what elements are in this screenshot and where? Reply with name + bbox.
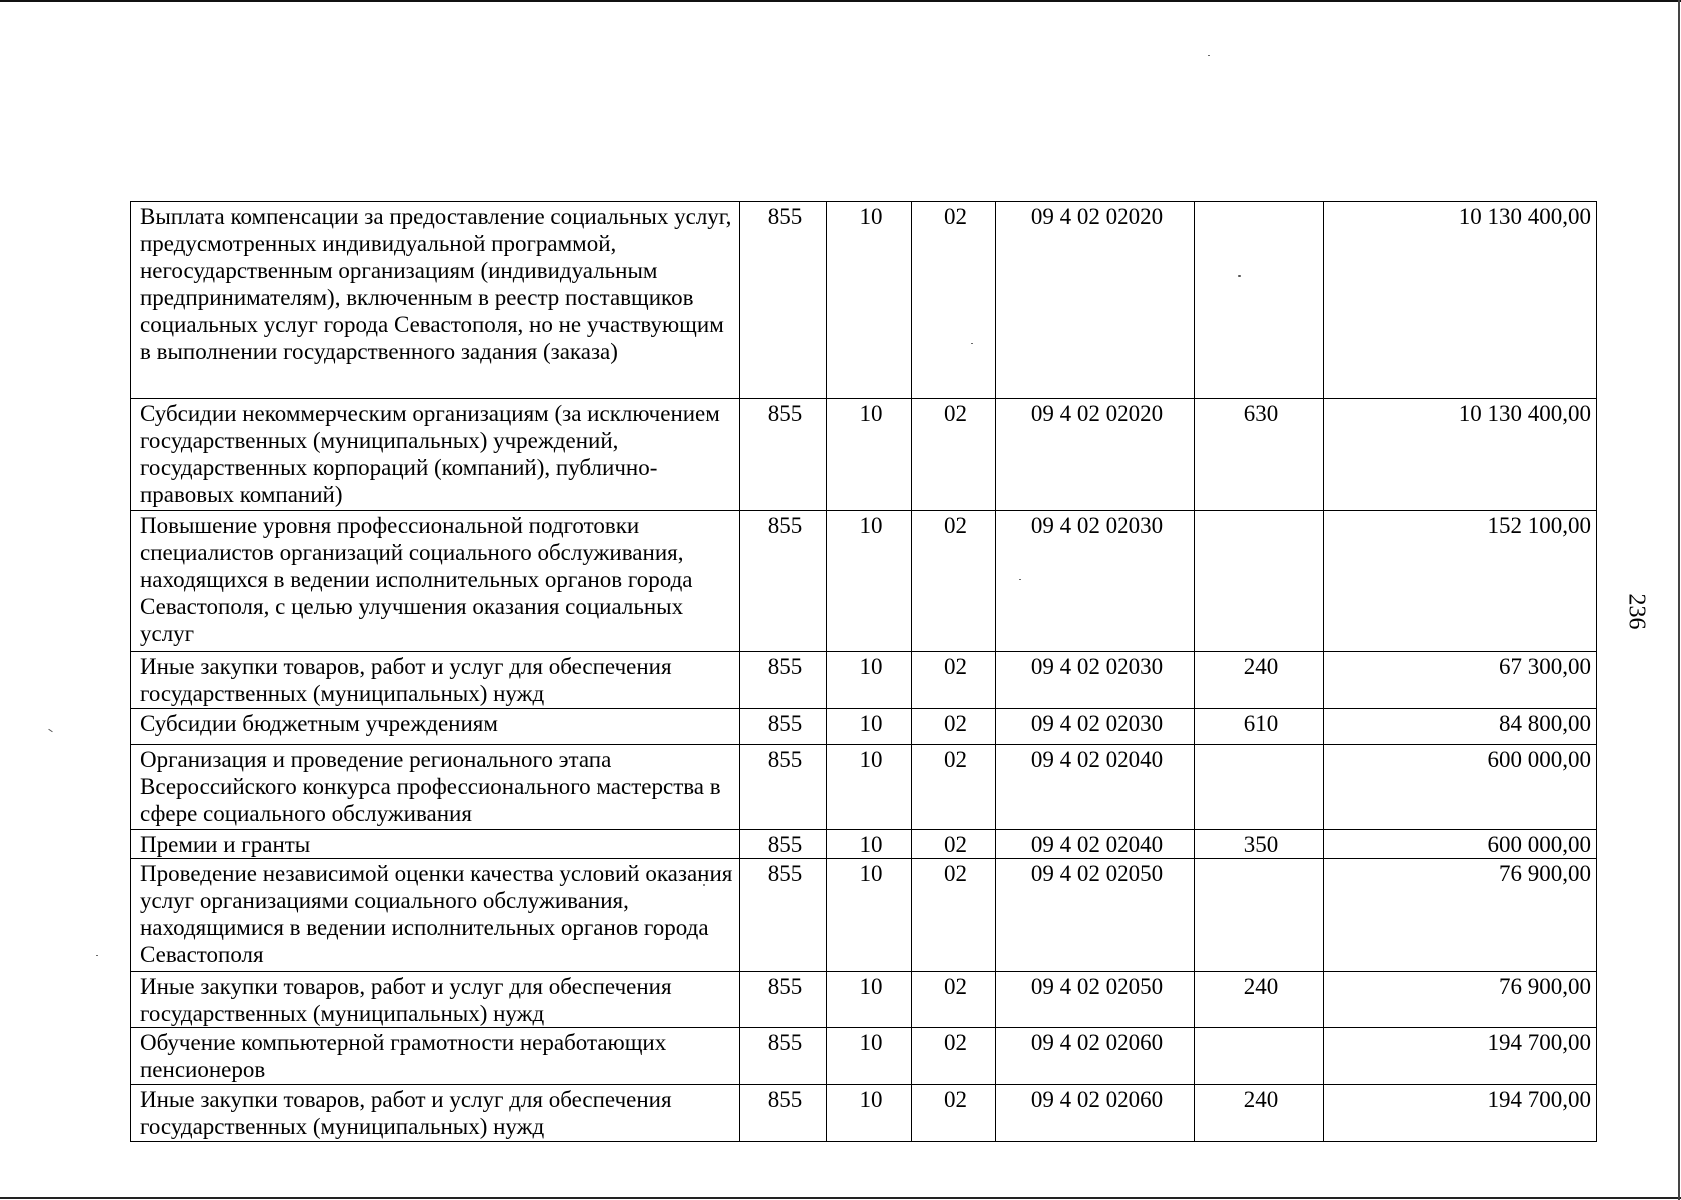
section-code: 10: [827, 1085, 912, 1142]
table-row: [131, 511, 1597, 652]
amount: 76 900,00: [1324, 972, 1597, 1028]
subsection-code: 02: [912, 709, 996, 745]
expense-type-code: [1195, 859, 1324, 972]
target-article-code: 09 4 02 02040: [996, 745, 1195, 830]
subsection-code: 02: [912, 745, 996, 830]
item-name: Иные закупки товаров, работ и услуг для обеспечения государственных (муниципальных) нужд: [131, 1085, 740, 1142]
section-code: 10: [827, 709, 912, 745]
table-row: [131, 830, 1597, 859]
target-article-code: 09 4 02 02040: [996, 830, 1195, 859]
expense-type-code: 610: [1195, 709, 1324, 745]
grbs-code: 855: [740, 830, 827, 859]
table-row: [131, 709, 1597, 745]
amount: 194 700,00: [1324, 1028, 1597, 1085]
scan-edge-bottom: [0, 1197, 1681, 1199]
scan-speck: [1208, 55, 1210, 56]
target-article-code: 09 4 02 02030: [996, 652, 1195, 709]
subsection-code: 02: [912, 1028, 996, 1085]
expense-type-code: 630: [1195, 399, 1324, 511]
amount: 600 000,00: [1324, 745, 1597, 830]
section-code: 10: [827, 511, 912, 652]
expense-type-code: 240: [1195, 972, 1324, 1028]
table-row: [131, 1085, 1597, 1142]
scan-edge-right: [1678, 0, 1680, 1200]
section-code: 10: [827, 399, 912, 511]
subsection-code: 02: [912, 202, 996, 399]
table-row: [131, 652, 1597, 709]
scan-speck: [96, 955, 98, 956]
grbs-code: 855: [740, 745, 827, 830]
target-article-code: 09 4 02 02030: [996, 511, 1195, 652]
table-row: [131, 202, 1597, 399]
table-row: [131, 399, 1597, 511]
subsection-code: 02: [912, 859, 996, 972]
section-code: 10: [827, 652, 912, 709]
subsection-code: 02: [912, 652, 996, 709]
item-name: Иные закупки товаров, работ и услуг для обеспечения государственных (муниципальных) нужд: [131, 972, 740, 1028]
target-article-code: 09 4 02 02050: [996, 859, 1195, 972]
expense-type-code: 350: [1195, 830, 1324, 859]
grbs-code: 855: [740, 511, 827, 652]
target-article-code: 09 4 02 02020: [996, 202, 1195, 399]
grbs-code: 855: [740, 1028, 827, 1085]
item-name: Выплата компенсации за предоставление социальных услуг, предусмотренных индивидуальной программой, негосударственным организациям (индивидуальным предпринимателям), включенным в реестр поставщиков социальных услуг города Севастополя, но не участвующим в выполнении государственного задания (заказа): [131, 202, 740, 399]
grbs-code: 855: [740, 399, 827, 511]
amount: 76 900,00: [1324, 859, 1597, 972]
expense-type-code: [1195, 202, 1324, 399]
item-name: Организация и проведение регионального этапа Всероссийского конкурса профессионального мастерства в сфере социального обслуживания: [131, 745, 740, 830]
expense-type-code: 240: [1195, 1085, 1324, 1142]
section-code: 10: [827, 972, 912, 1028]
target-article-code: 09 4 02 02020: [996, 399, 1195, 511]
page-number: 236: [1623, 593, 1650, 630]
grbs-code: 855: [740, 202, 827, 399]
amount: 152 100,00: [1324, 511, 1597, 652]
amount: 194 700,00: [1324, 1085, 1597, 1142]
target-article-code: 09 4 02 02060: [996, 1085, 1195, 1142]
expense-type-code: [1195, 1028, 1324, 1085]
item-name: Обучение компьютерной грамотности неработающих пенсионеров: [131, 1028, 740, 1085]
amount: 10 130 400,00: [1324, 399, 1597, 511]
subsection-code: 02: [912, 1085, 996, 1142]
grbs-code: 855: [740, 859, 827, 972]
table-row: [131, 972, 1597, 1028]
expense-type-code: [1195, 511, 1324, 652]
section-code: 10: [827, 202, 912, 399]
grbs-code: 855: [740, 709, 827, 745]
budget-table: [130, 201, 1597, 1142]
item-name: Субсидии бюджетным учреждениям: [131, 709, 740, 745]
item-name: Проведение независимой оценки качества условий оказания услуг организациями социального обслуживания, находящимися в ведении исполнительных органов города Севастополя: [131, 859, 740, 972]
table-row: [131, 1028, 1597, 1085]
target-article-code: 09 4 02 02050: [996, 972, 1195, 1028]
grbs-code: 855: [740, 652, 827, 709]
subsection-code: 02: [912, 972, 996, 1028]
subsection-code: 02: [912, 830, 996, 859]
expense-type-code: [1195, 745, 1324, 830]
scan-edge-top: [0, 0, 1681, 2]
amount: 600 000,00: [1324, 830, 1597, 859]
item-name: Иные закупки товаров, работ и услуг для обеспечения государственных (муниципальных) нужд: [131, 652, 740, 709]
subsection-code: 02: [912, 399, 996, 511]
section-code: 10: [827, 1028, 912, 1085]
item-name: Повышение уровня профессиональной подготовки специалистов организаций социального обслуживания, находящихся в ведении исполнительных органов города Севастополя, с целью улучшения оказания социальных услуг: [131, 511, 740, 652]
item-name: Премии и гранты: [131, 830, 740, 859]
target-article-code: 09 4 02 02030: [996, 709, 1195, 745]
amount: 10 130 400,00: [1324, 202, 1597, 399]
scan-speck: [48, 729, 53, 733]
amount: 67 300,00: [1324, 652, 1597, 709]
expense-type-code: 240: [1195, 652, 1324, 709]
target-article-code: 09 4 02 02060: [996, 1028, 1195, 1085]
table-row: [131, 859, 1597, 972]
section-code: 10: [827, 830, 912, 859]
grbs-code: 855: [740, 972, 827, 1028]
amount: 84 800,00: [1324, 709, 1597, 745]
section-code: 10: [827, 859, 912, 972]
subsection-code: 02: [912, 511, 996, 652]
table-row: [131, 745, 1597, 830]
grbs-code: 855: [740, 1085, 827, 1142]
item-name: Субсидии некоммерческим организациям (за исключением государственных (муниципальных) учреждений, государственных корпораций (компаний), публично-правовых компаний): [131, 399, 740, 511]
section-code: 10: [827, 745, 912, 830]
